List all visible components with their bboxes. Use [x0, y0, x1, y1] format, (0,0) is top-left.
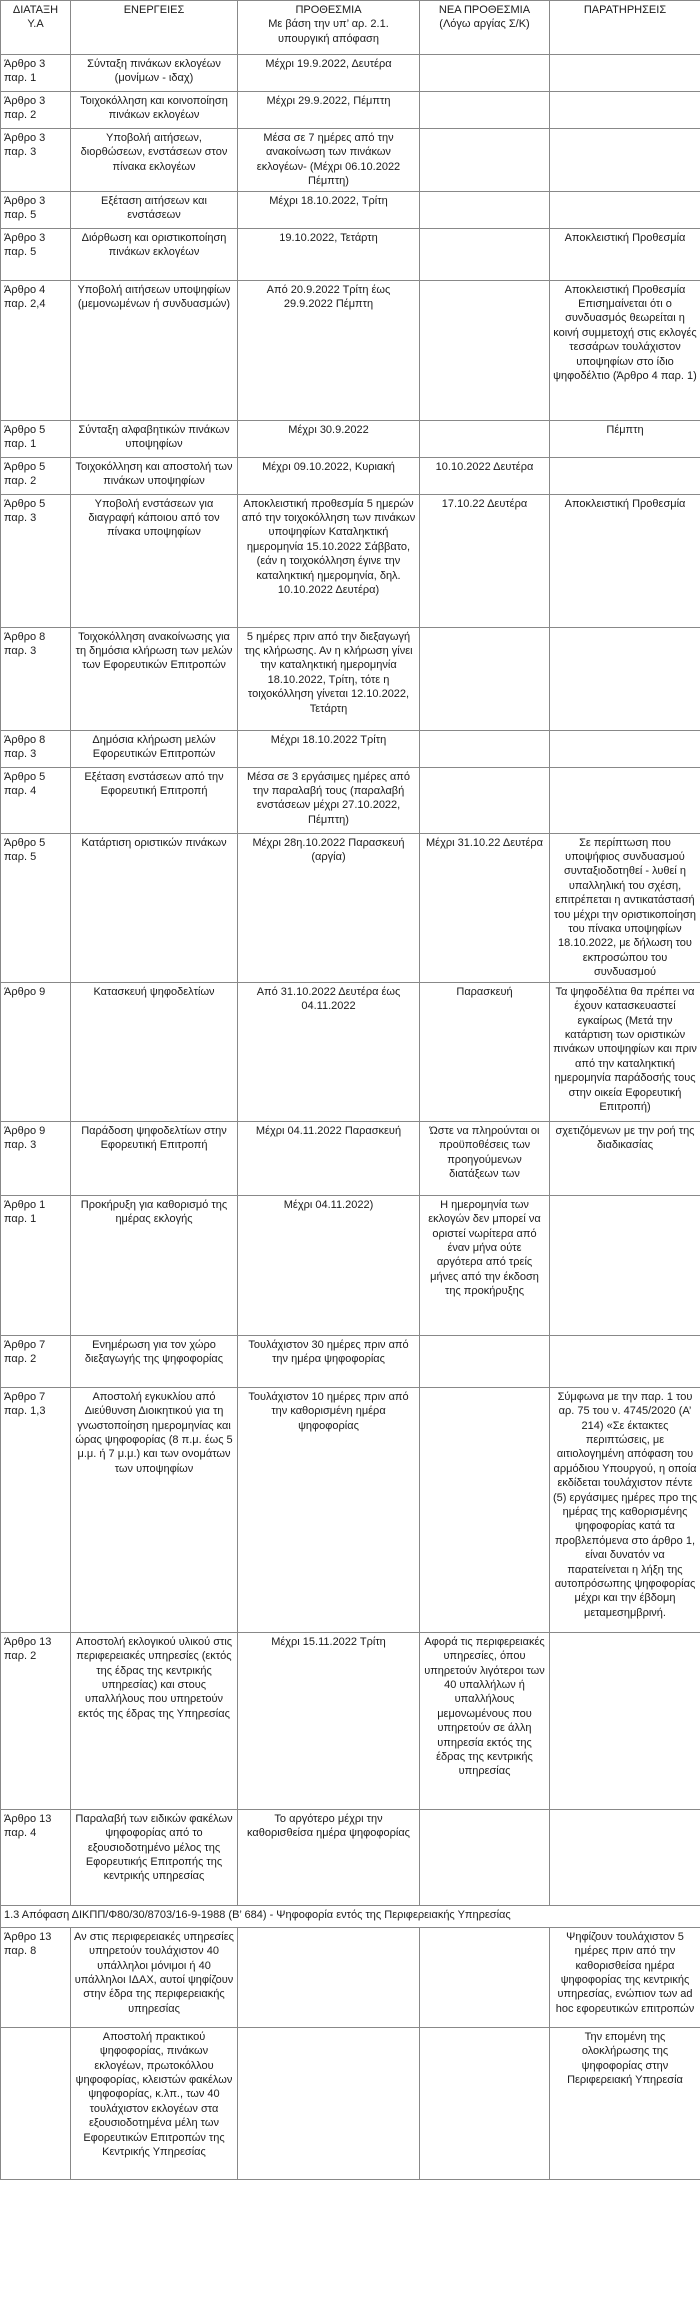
action-cell: Προκήρυξη για καθορισμό της ημέρας εκλογής: [71, 1195, 238, 1335]
action-cell: Τοιχοκόλληση ανακοίνωσης για τη δημόσια κλήρωση των μελών των Εφορευτικών Επιτροπών: [71, 627, 238, 730]
article-cell: Άρθρο 13 παρ. 2: [1, 1632, 71, 1809]
table-row: [1, 1195, 700, 1335]
table-row: [1, 191, 700, 228]
notes-cell: Τα ψηφοδέλτια θα πρέπει να έχουν κατασκευαστεί εγκαίρως (Μετά την κατάρτιση των οριστικών πινάκων υποψηφίων και πριν από την καταληκτική ημερομηνία παράδοσής τους στην οικεία Εφορευτική Επιτροπή): [550, 982, 700, 1121]
article-cell: Άρθρο 3 παρ. 1: [1, 55, 71, 92]
action-cell: Αποστολή εκλογικού υλικού στις περιφερειακές υπηρεσίες (εκτός της έδρας της κεντρικής υπηρεσίας) και στους υπαλλήλους που υπηρετούν εκτός της έδρας της Υπηρεσίας: [71, 1632, 238, 1809]
notes-cell: [550, 1809, 700, 1905]
deadline-cell: Από 20.9.2022 Τρίτη έως 29.9.2022 Πέμπτη: [238, 280, 420, 420]
table-row: [1, 420, 700, 457]
deadline-cell: Μέχρι 30.9.2022: [238, 420, 420, 457]
table-row: [1, 627, 700, 730]
new-deadline-cell: Η ημερομηνία των εκλογών δεν μπορεί να οριστεί νωρίτερα από έναν μήνα ούτε αργότερα από τρείς μήνες από την έκδοση της προκήρυξης: [420, 1195, 550, 1335]
deadline-cell: Μέσα σε 3 εργάσιμες ημέρες από την παραλαβή τους (παραλαβή ενστάσεων μέχρι 27.10.2022, Πέμπτη): [238, 767, 420, 833]
action-cell: Αν στις περιφερειακές υπηρεσίες υπηρετούν τουλάχιστον 40 υπάλληλοι μόνιμοι ή 40 υπάλληλοι ΙΔΑΧ, αυτοί ψηφίζουν στην έδρα της περιφερειακής υπηρεσίας: [71, 1927, 238, 2027]
article-cell: Άρθρο 7 παρ. 2: [1, 1335, 71, 1387]
notes-cell: Την επομένη της ολοκλήρωσης της ψηφοφορίας στην Περιφερειακή Υπηρεσία: [550, 2027, 700, 2179]
action-cell: Κατάρτιση οριστικών πινάκων: [71, 833, 238, 982]
table-row: [1, 730, 700, 767]
article-cell: Άρθρο 5 παρ. 4: [1, 767, 71, 833]
new-deadline-cell: [420, 129, 550, 192]
deadline-cell: Αποκλειστική προθεσμία 5 ημερών από την τοιχοκόλληση των πινάκων υποψηφίων Καταληκτική ημερομηνία 15.10.2022 Σάββατο, (εάν η τοιχοκόλληση έγινε την καταληκτική ημερομηνία, δηλ. 10.10.2022 Δευτέρα): [238, 494, 420, 627]
header-notes: ΠΑΡΑΤΗΡΗΣΕΙΣ: [550, 1, 700, 55]
table-row: [1, 1809, 700, 1905]
notes-cell: [550, 730, 700, 767]
notes-cell: [550, 55, 700, 92]
notes-cell: Αποκλειστική Προθεσμία Επισημαίνεται ότι ο συνδυασμός θεωρείται η κοινή συμμετοχή στις εκλογές τεσσάρων τουλάχιστον υποψηφίων στο ίδιο ψηφοδέλτιο (Άρθρο 4 παρ. 1): [550, 280, 700, 420]
table-row: [1, 1335, 700, 1387]
action-cell: Διόρθωση και οριστικοποίηση πινάκων εκλογέων: [71, 228, 238, 280]
notes-cell: [550, 1632, 700, 1809]
table-header-row: [1, 1, 700, 55]
new-deadline-cell: [420, 92, 550, 129]
new-deadline-cell: [420, 420, 550, 457]
article-cell: [1, 2027, 71, 2179]
deadline-cell: Μέσα σε 7 ημέρες από την ανακοίνωση των πινάκων εκλογέων- (Μέχρι 06.10.2022 Πέμπτη): [238, 129, 420, 192]
deadline-cell: Τουλάχιστον 30 ημέρες πριν από την ημέρα ψηφοφορίας: [238, 1335, 420, 1387]
notes-cell: Σύμφωνα με την παρ. 1 του αρ. 75 του ν. 4745/2020 (Α’ 214) «Σε έκτακτες περιπτώσεις, με αιτιολογημένη απόφαση του αρμόδιου Υπουργού, η οποία εκδίδεται τουλάχιστον πέντε (5) εργάσιμες ημέρες προ της ημέρας της καθορισμένης ψηφοφορίας κατά τα προβλεπόμενα στο άρθρο 1, είναι δυνατόν να παρατείνεται η λήξη της αυτοπρόσωπης ψηφοφορίας μέχρι και την έβδομη μεταμεσημβρινή.: [550, 1387, 700, 1632]
deadline-cell: Μέχρι 18.10.2022, Τρίτη: [238, 191, 420, 228]
action-cell: Δημόσια κλήρωση μελών Εφορευτικών Επιτροπών: [71, 730, 238, 767]
article-cell: Άρθρο 5 παρ. 3: [1, 494, 71, 627]
deadline-cell: Μέχρι 29.9.2022, Πέμπτη: [238, 92, 420, 129]
deadline-cell: [238, 2027, 420, 2179]
article-cell: Άρθρο 3 παρ. 2: [1, 92, 71, 129]
notes-cell: Αποκλειστική Προθεσμία: [550, 494, 700, 627]
notes-cell: Ψηφίζουν τουλάχιστον 5 ημέρες πριν από την καθορισθείσα ημέρα ψηφοφορίας της κεντρικής υπηρεσίας, ενώπιον των ad hoc εφορευτικών επιτροπών: [550, 1927, 700, 2027]
action-cell: Αποστολή εγκυκλίου από Διεύθυνση Διοικητικού για τη γνωστοποίηση ημερομηνίας και ώρας ψηφοφορίας (8 π.μ. έως 5 μ.μ. ή 7 μ.μ.) και των ονομάτων των υποψηφίων: [71, 1387, 238, 1632]
article-cell: Άρθρο 8 παρ. 3: [1, 730, 71, 767]
table-row: [1, 1632, 700, 1809]
notes-cell: [550, 1335, 700, 1387]
table-row: [1, 767, 700, 833]
notes-cell: Πέμπτη: [550, 420, 700, 457]
table-row: [1, 1387, 700, 1632]
action-cell: Παραλαβή των ειδικών φακέλων ψηφοφορίας από το εξουσιοδοτημένο μέλος της Εφορευτικής Επιτροπής της κεντρικής υπηρεσίας: [71, 1809, 238, 1905]
new-deadline-cell: Μέχρι 31.10.22 Δευτέρα: [420, 833, 550, 982]
deadline-cell: Μέχρι 19.9.2022, Δευτέρα: [238, 55, 420, 92]
section-title: 1.3 Απόφαση ΔΙΚΠΠ/Φ80/30/8703/16-9-1988 (Β’ 684) - Ψηφοφορία εντός της Περιφερειακής Υπηρεσίας: [1, 1905, 700, 1927]
new-deadline-cell: [420, 1335, 550, 1387]
deadline-cell: 19.10.2022, Τετάρτη: [238, 228, 420, 280]
deadline-cell: Μέχρι 04.11.2022): [238, 1195, 420, 1335]
article-cell: Άρθρο 9: [1, 982, 71, 1121]
deadline-cell: Μέχρι 15.11.2022 Τρίτη: [238, 1632, 420, 1809]
table-row: [1, 1121, 700, 1195]
notes-cell: [550, 191, 700, 228]
header-article: ΔΙΑΤΑΞΗ Υ.Α: [1, 1, 71, 55]
action-cell: Εξέταση αιτήσεων και ενστάσεων: [71, 191, 238, 228]
action-cell: Τοιχοκόλληση και κοινοποίηση πινάκων εκλογέων: [71, 92, 238, 129]
deadline-cell: Το αργότερο μέχρι την καθορισθείσα ημέρα ψηφοφορίας: [238, 1809, 420, 1905]
article-cell: Άρθρο 1 παρ. 1: [1, 1195, 71, 1335]
action-cell: Τοιχοκόλληση και αποστολή των πινάκων υποψηφίων: [71, 457, 238, 494]
article-cell: Άρθρο 4 παρ. 2,4: [1, 280, 71, 420]
new-deadline-cell: [420, 2027, 550, 2179]
new-deadline-cell: [420, 1927, 550, 2027]
table-row: [1, 129, 700, 192]
action-cell: Αποστολή πρακτικού ψηφοφορίας, πινάκων εκλογέων, πρωτοκόλλου ψηφοφορίας, κλειστών φακέλων ψηφοφορίας, κ.λπ., των 40 τουλάχιστον εκλογέων στα εξουσιοδοτημένα μέλη των Εφορευτικών Επιτροπών της Κεντρικής Υπηρεσίας: [71, 2027, 238, 2179]
new-deadline-cell: [420, 1809, 550, 1905]
header-actions: ΕΝΕΡΓΕΙΕΣ: [71, 1, 238, 55]
table-row: [1, 92, 700, 129]
deadline-cell: Από 31.10.2022 Δευτέρα έως 04.11.2022: [238, 982, 420, 1121]
action-cell: Παράδοση ψηφοδελτίων στην Εφορευτική Επιτροπή: [71, 1121, 238, 1195]
section-row: [1, 1905, 700, 1927]
article-cell: Άρθρο 8 παρ. 3: [1, 627, 71, 730]
table-row: [1, 494, 700, 627]
new-deadline-cell: [420, 191, 550, 228]
header-deadline: ΠΡΟΘΕΣΜΙΑ Με βάση την υπ’ αρ. 2.1. υπουργική απόφαση: [238, 1, 420, 55]
new-deadline-cell: [420, 1387, 550, 1632]
notes-cell: σχετιζόμενων με την ροή της διαδικασίας: [550, 1121, 700, 1195]
action-cell: Υποβολή αιτήσεων, διορθώσεων, ενστάσεων στον πίνακα εκλογέων: [71, 129, 238, 192]
article-cell: Άρθρο 5 παρ. 5: [1, 833, 71, 982]
deadline-cell: Μέχρι 09.10.2022, Κυριακή: [238, 457, 420, 494]
table-row: [1, 982, 700, 1121]
action-cell: Σύνταξη αλφαβητικών πινάκων υποψηφίων: [71, 420, 238, 457]
action-cell: Ενημέρωση για τον χώρο διεξαγωγής της ψηφοφορίας: [71, 1335, 238, 1387]
table-row: [1, 55, 700, 92]
notes-cell: [550, 92, 700, 129]
header-new-deadline: ΝΕΑ ΠΡΟΘΕΣΜΙΑ (Λόγω αργίας Σ/Κ): [420, 1, 550, 55]
action-cell: Εξέταση ενστάσεων από την Εφορευτική Επιτροπή: [71, 767, 238, 833]
action-cell: Υποβολή ενστάσεων για διαγραφή κάποιου από τον πίνακα υποψηφίων: [71, 494, 238, 627]
table-row: [1, 2027, 700, 2179]
new-deadline-cell: [420, 627, 550, 730]
action-cell: Υποβολή αιτήσεων υποψηφίων (μεμονωμένων ή συνδυασμών): [71, 280, 238, 420]
article-cell: Άρθρο 3 παρ. 3: [1, 129, 71, 192]
article-cell: Άρθρο 13 παρ. 4: [1, 1809, 71, 1905]
table-row: [1, 1927, 700, 2027]
notes-cell: Αποκλειστική Προθεσμία: [550, 228, 700, 280]
article-cell: Άρθρο 3 παρ. 5: [1, 191, 71, 228]
new-deadline-cell: 17.10.22 Δευτέρα: [420, 494, 550, 627]
new-deadline-cell: [420, 730, 550, 767]
table-row: [1, 280, 700, 420]
new-deadline-cell: [420, 55, 550, 92]
table-row: [1, 457, 700, 494]
article-cell: Άρθρο 5 παρ. 2: [1, 457, 71, 494]
article-cell: Άρθρο 13 παρ. 8: [1, 1927, 71, 2027]
new-deadline-cell: Παρασκευή: [420, 982, 550, 1121]
action-cell: Σύνταξη πινάκων εκλογέων (μονίμων - ιδαχ): [71, 55, 238, 92]
article-cell: Άρθρο 7 παρ. 1,3: [1, 1387, 71, 1632]
deadline-cell: Μέχρι 04.11.2022 Παρασκευή: [238, 1121, 420, 1195]
article-cell: Άρθρο 9 παρ. 3: [1, 1121, 71, 1195]
article-cell: Άρθρο 5 παρ. 1: [1, 420, 71, 457]
deadline-cell: [238, 1927, 420, 2027]
notes-cell: [550, 1195, 700, 1335]
article-cell: Άρθρο 3 παρ. 5: [1, 228, 71, 280]
notes-cell: [550, 627, 700, 730]
new-deadline-cell: [420, 767, 550, 833]
table-row: [1, 833, 700, 982]
new-deadline-cell: 10.10.2022 Δευτέρα: [420, 457, 550, 494]
deadline-cell: Μέχρι 18.10.2022 Τρίτη: [238, 730, 420, 767]
deadline-cell: Μέχρι 28η.10.2022 Παρασκευή (αργία): [238, 833, 420, 982]
new-deadline-cell: [420, 280, 550, 420]
new-deadline-cell: Αφορά τις περιφερειακές υπηρεσίες, όπου υπηρετούν λιγότεροι των 40 υπαλλήλων ή υπαλλήλους μεμονωμένους που υπηρετούν σε άλλη υπηρεσία εκτός της έδρας της κεντρικής υπηρεσίας: [420, 1632, 550, 1809]
notes-cell: Σε περίπτωση που υποψήφιος συνδυασμού συνταξιοδοτηθεί - λυθεί η υπαλληλική του σχέση, επιτρέπεται η αντικατάστασή του μέχρι την οριστικοποίηση του πίνακα υποψηφίων 18.10.2022, με δήλωση του εκπροσώπου του συνδυασμού: [550, 833, 700, 982]
notes-cell: [550, 129, 700, 192]
new-deadline-cell: [420, 228, 550, 280]
action-cell: Κατασκευή ψηφοδελτίων: [71, 982, 238, 1121]
notes-cell: [550, 767, 700, 833]
notes-cell: [550, 457, 700, 494]
table-row: [1, 228, 700, 280]
deadline-cell: Τουλάχιστον 10 ημέρες πριν από την καθορισμένη ημέρα ψηφοφορίας: [238, 1387, 420, 1632]
new-deadline-cell: Ώστε να πληρούνται οι προϋποθέσεις των προηγούμενων διατάξεων των: [420, 1121, 550, 1195]
deadline-cell: 5 ημέρες πριν από την διεξαγωγή της κλήρωσης. Αν η κλήρωση γίνει την καταληκτική ημερομηνία 18.10.2022, Τρίτη, τότε η τοιχοκόλληση γίνεται 12.10.2022, Τετάρτη: [238, 627, 420, 730]
